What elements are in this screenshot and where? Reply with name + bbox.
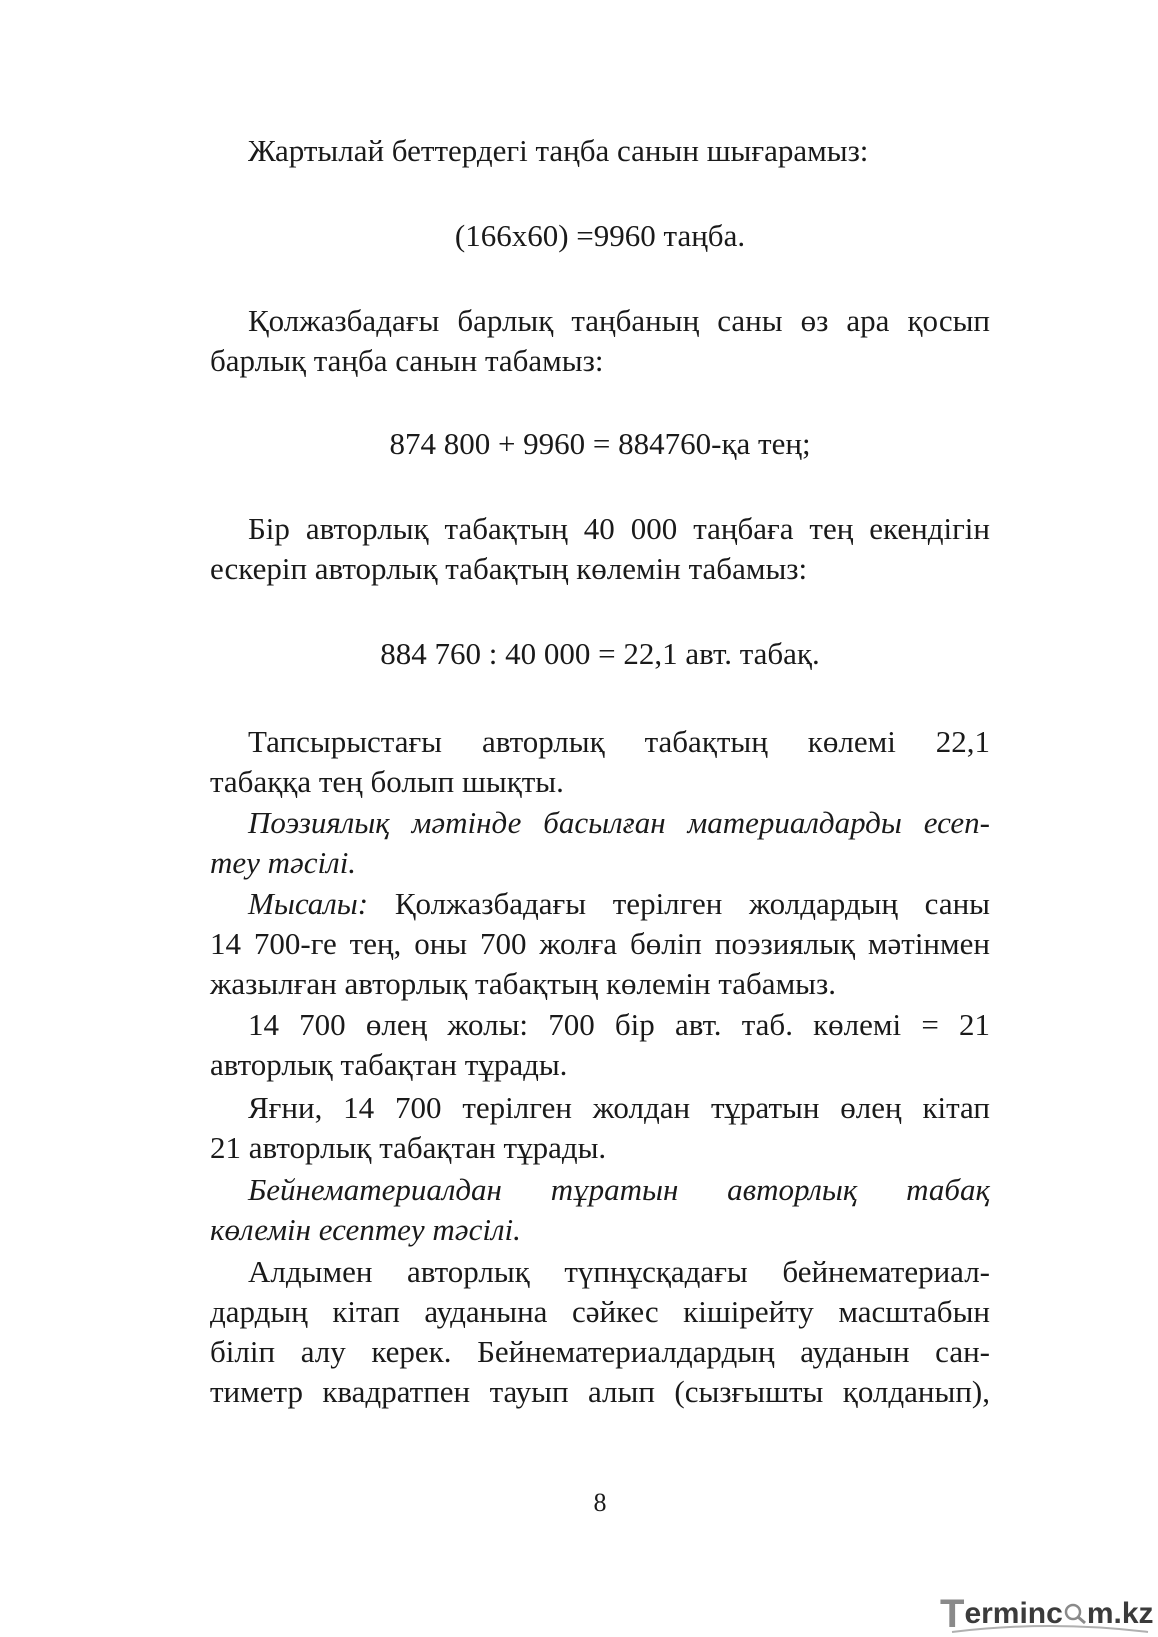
subheading-poetry-line-2: теу тәсілі.	[210, 845, 357, 880]
paragraph-7-line-2: табаққа тең болып шықты.	[210, 764, 564, 799]
watermark-text-b: m.kz	[1086, 1597, 1154, 1630]
paragraph-3-line-1: Қолжазбадағы барлық таңбаның саны өз ара қосып	[248, 303, 990, 338]
termincom-watermark	[940, 1588, 1154, 1636]
formula-3-text: 884 760 : 40 000 = 22,1 авт. табақ.	[380, 636, 820, 671]
paragraph-10	[210, 1005, 990, 1085]
paragraph-10-line-1: 14 700 өлең жолы: 700 бір авт. таб. көлемі = 21	[248, 1007, 990, 1042]
paragraph-5-line-2: ескеріп авторлық табақтың көлемін табамыз:	[210, 551, 808, 586]
paragraph-7	[210, 722, 990, 802]
example-lead: Мысалы:	[248, 886, 369, 921]
paragraph-3-line-2: барлық таңба санын табамыз:	[210, 343, 604, 378]
paragraph-13-line-4: тиметр квадратпен тауып алып (сызғышты қолданып),	[210, 1374, 990, 1409]
formula-2-text: 874 800 + 9960 = 884760-қа тең;	[389, 426, 811, 461]
paragraph-example-line-1	[210, 884, 990, 924]
paragraph-11	[210, 1088, 990, 1168]
paragraph-13-line-2: дардың кітап ауданына сәйкес кішірейту масштабын	[210, 1294, 990, 1329]
formula-3	[210, 634, 990, 674]
paragraph-5-line-1: Бір авторлық табақтың 40 000 таңбаға тең екендігін	[248, 511, 990, 546]
subheading-poetry	[210, 803, 990, 883]
paragraph-1-text: Жартылай беттердегі таңба санын шығарамыз:	[248, 133, 869, 168]
paragraph-10-line-2: авторлық табақтан тұрады.	[210, 1047, 568, 1082]
watermark-swoosh	[950, 1622, 1150, 1636]
formula-1	[210, 216, 990, 256]
paragraph-13-line-1: Алдымен авторлық түпнұсқадағы бейнематериал-	[248, 1254, 990, 1289]
paragraph-13-line-3: біліп алу керек. Бейнематериалдардың ауданын сан-	[210, 1334, 990, 1369]
paragraph-example	[210, 884, 990, 1004]
watermark-t: T	[940, 1592, 965, 1636]
subheading-image-material-line-1: Бейнематериалдан тұратын авторлық табақ	[248, 1172, 990, 1207]
paragraph-13	[210, 1252, 990, 1412]
watermark-text-a: erminc	[964, 1597, 1063, 1630]
paragraph-11-line-1: Яғни, 14 700 терілген жолдан тұратын өлең кітап	[248, 1090, 990, 1125]
paragraph-11-line-2: 21 авторлық табақтан тұрады.	[210, 1130, 607, 1165]
subheading-poetry-line-1: Поэзиялық мәтінде басылған материалдарды есеп-	[248, 805, 990, 840]
subheading-image-material	[210, 1170, 990, 1250]
paragraph-example-line-3: жазылған авторлық табақтың көлемін табамыз.	[210, 966, 837, 1001]
example-first-rest: Қолжазбадағы терілген жолдардың саны	[394, 886, 990, 921]
subheading-image-material-line-2: көлемін есептеу тәсілі.	[210, 1212, 521, 1247]
paragraph-5	[210, 509, 990, 589]
document-page	[210, 0, 990, 1637]
formula-1-text: (166х60) =9960 таңба.	[454, 218, 746, 253]
page-number: 8	[593, 1488, 607, 1517]
paragraph-3	[210, 301, 990, 381]
paragraph-7-line-1: Тапсырыстағы авторлық табақтың көлемі 22,1	[248, 724, 990, 759]
paragraph-1	[210, 131, 990, 171]
paragraph-example-line-2: 14 700-ге тең, оны 700 жолға бөліп поэзиялық мәтінмен	[210, 926, 990, 961]
magnifier-o-icon	[1063, 1599, 1087, 1621]
formula-2	[210, 424, 990, 464]
